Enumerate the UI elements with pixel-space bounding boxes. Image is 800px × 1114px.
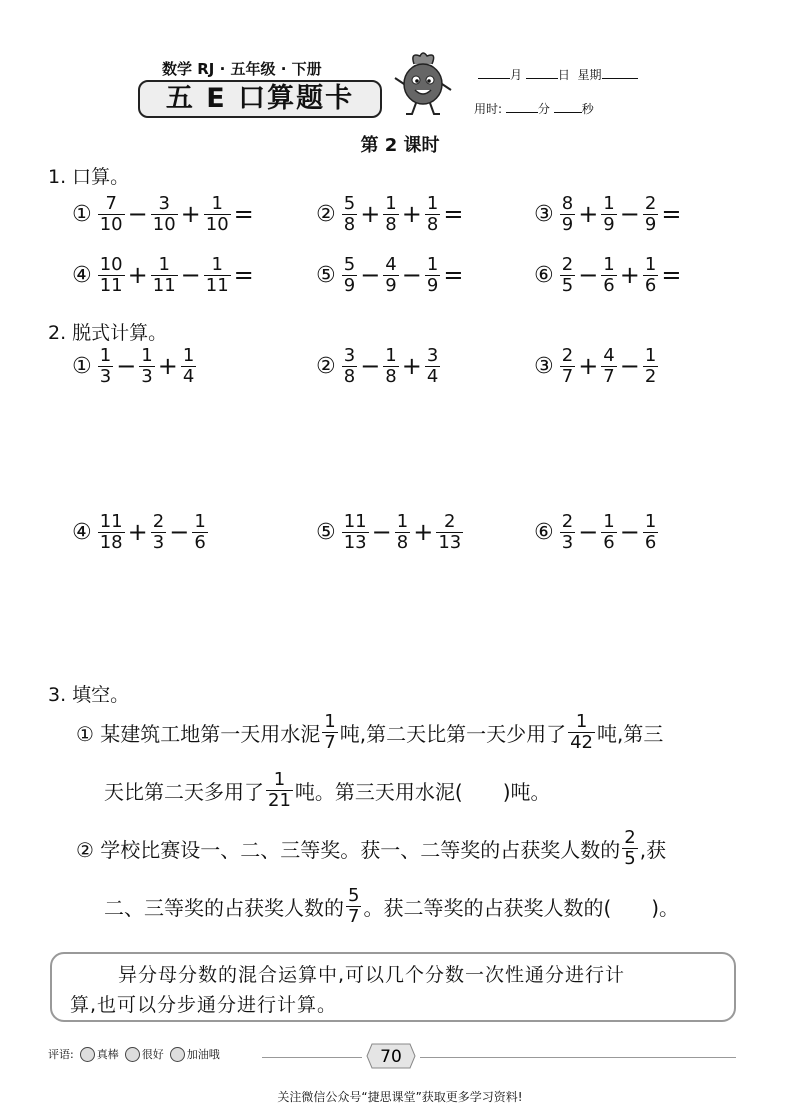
fraction bbox=[383, 255, 398, 296]
fraction bbox=[383, 346, 398, 387]
item-number: ⑤ bbox=[316, 262, 336, 288]
operator: − bbox=[169, 518, 190, 547]
fraction bbox=[322, 712, 337, 753]
fraction bbox=[395, 512, 410, 553]
denominator: 10 bbox=[152, 213, 176, 235]
fraction bbox=[342, 346, 357, 387]
fraction bbox=[192, 512, 207, 553]
s1-item bbox=[316, 194, 464, 235]
denominator: 21 bbox=[268, 789, 291, 811]
numerator: 4 bbox=[385, 254, 397, 275]
numerator: 1 bbox=[273, 769, 286, 790]
fraction bbox=[560, 346, 575, 387]
denominator: 13 bbox=[343, 531, 367, 553]
operator: + bbox=[413, 518, 434, 547]
numerator: 1 bbox=[99, 345, 112, 366]
numerator: 2 bbox=[624, 827, 636, 848]
operator: − bbox=[401, 261, 422, 290]
s2-item bbox=[534, 512, 660, 553]
s1-item bbox=[72, 255, 255, 296]
numerator: 3 bbox=[426, 345, 439, 366]
fraction bbox=[643, 346, 658, 387]
denominator: 3 bbox=[99, 365, 112, 387]
fraction bbox=[98, 255, 125, 296]
operator: − bbox=[578, 261, 599, 290]
tip-line-2: 算,也可以分步通分进行计算。 bbox=[70, 994, 338, 1016]
item-number: ① bbox=[72, 201, 92, 227]
operator: + bbox=[127, 518, 148, 547]
numerator: 5 bbox=[343, 254, 356, 275]
lesson-title: 第 2 课时 bbox=[360, 135, 440, 156]
denominator: 7 bbox=[603, 365, 615, 387]
numerator: 3 bbox=[158, 193, 170, 214]
fraction bbox=[151, 194, 178, 235]
fraction bbox=[425, 194, 440, 235]
denominator: 8 bbox=[343, 213, 356, 235]
numerator: 3 bbox=[343, 345, 356, 366]
subject-label: 数学 RJ · 五年级 · 下册 bbox=[162, 60, 322, 78]
operator: + bbox=[401, 200, 422, 229]
denominator: 11 bbox=[205, 274, 229, 296]
numerator: 2 bbox=[152, 511, 165, 532]
numerator: 5 bbox=[343, 193, 356, 214]
item-number: ④ bbox=[72, 519, 92, 545]
s2-item bbox=[316, 346, 442, 387]
denominator: 7 bbox=[561, 365, 574, 387]
s2-item bbox=[72, 512, 210, 553]
numerator: 7 bbox=[105, 193, 117, 214]
rating-face-icon[interactable] bbox=[80, 1047, 95, 1062]
rating-face-icon[interactable] bbox=[125, 1047, 140, 1062]
denominator: 4 bbox=[182, 365, 195, 387]
fraction bbox=[643, 255, 658, 296]
fraction bbox=[98, 346, 113, 387]
denominator: 3 bbox=[141, 365, 153, 387]
numerator: 1 bbox=[182, 345, 195, 366]
fraction bbox=[622, 828, 637, 869]
operator: − bbox=[578, 518, 599, 547]
text-segment: ,获 bbox=[639, 837, 667, 862]
denominator: 6 bbox=[644, 274, 657, 296]
fill-in-line bbox=[76, 828, 666, 869]
denominator: 6 bbox=[194, 531, 206, 553]
numerator: 2 bbox=[561, 345, 574, 366]
operator: + bbox=[401, 352, 422, 381]
page-badge bbox=[366, 1042, 416, 1070]
denominator: 7 bbox=[348, 905, 360, 927]
fraction bbox=[342, 512, 369, 553]
tip-box bbox=[50, 952, 736, 1022]
denominator: 42 bbox=[570, 731, 594, 753]
numerator: 2 bbox=[561, 511, 574, 532]
operator: = bbox=[443, 200, 464, 229]
item-number: ④ bbox=[72, 262, 92, 288]
text-segment: 二、三等奖的占获奖人数的 bbox=[104, 895, 344, 920]
operator: − bbox=[127, 200, 148, 229]
item-number: ③ bbox=[534, 201, 554, 227]
numerator: 1 bbox=[324, 711, 336, 732]
item-number: ③ bbox=[534, 353, 554, 379]
rating-face-icon[interactable] bbox=[170, 1047, 185, 1062]
denominator: 4 bbox=[426, 365, 439, 387]
denominator: 9 bbox=[385, 274, 397, 296]
text-segment: 吨,第二天比第一天少用了 bbox=[339, 721, 567, 746]
item-number: ② bbox=[316, 201, 336, 227]
denominator: 8 bbox=[385, 213, 397, 235]
fraction bbox=[98, 194, 125, 235]
text-segment: 吨。第三天用水泥( )吨。 bbox=[294, 779, 551, 804]
mascot-icon bbox=[392, 50, 454, 118]
s1-item bbox=[316, 255, 464, 296]
text-segment: 吨,第三 bbox=[597, 721, 664, 746]
numerator: 10 bbox=[99, 254, 123, 275]
section-2-title: 2. 脱式计算。 bbox=[48, 322, 168, 344]
s1-item bbox=[72, 194, 255, 235]
page-title: 五 E 口算题卡 bbox=[138, 80, 382, 118]
denominator: 10 bbox=[99, 213, 123, 235]
denominator: 6 bbox=[603, 531, 615, 553]
fraction bbox=[560, 255, 575, 296]
operator: + bbox=[360, 200, 381, 229]
fraction bbox=[425, 346, 440, 387]
fraction bbox=[643, 194, 658, 235]
denominator: 8 bbox=[343, 365, 356, 387]
denominator: 11 bbox=[152, 274, 176, 296]
operator: + bbox=[578, 352, 599, 381]
time-line: 用时: 分 秒 bbox=[474, 102, 594, 116]
operator: + bbox=[127, 261, 148, 290]
fraction bbox=[139, 346, 154, 387]
fraction bbox=[601, 194, 616, 235]
text-segment: 天比第二天多用了 bbox=[104, 779, 264, 804]
operator: − bbox=[371, 518, 392, 547]
fill-in-line bbox=[76, 712, 663, 753]
operator: − bbox=[360, 261, 381, 290]
denominator: 6 bbox=[603, 274, 615, 296]
numerator: 1 bbox=[603, 511, 615, 532]
fraction bbox=[601, 346, 616, 387]
text-segment: ① 某建筑工地第一天用水泥 bbox=[76, 721, 321, 746]
numerator: 1 bbox=[426, 254, 439, 275]
numerator: 2 bbox=[444, 511, 456, 532]
operator: = bbox=[661, 261, 682, 290]
divider bbox=[262, 1057, 362, 1058]
denominator: 13 bbox=[438, 531, 462, 553]
operator: = bbox=[233, 200, 254, 229]
operator: + bbox=[619, 261, 640, 290]
denominator: 9 bbox=[426, 274, 439, 296]
fraction bbox=[151, 512, 166, 553]
operator: − bbox=[116, 352, 137, 381]
text-segment: ② 学校比赛设一、二、三等奖。获一、二等奖的占获奖人数的 bbox=[76, 837, 621, 862]
item-number: ⑥ bbox=[534, 262, 554, 288]
operator: + bbox=[180, 200, 201, 229]
fraction bbox=[181, 346, 196, 387]
fraction bbox=[436, 512, 463, 553]
numerator: 1 bbox=[575, 711, 588, 732]
operator: + bbox=[578, 200, 599, 229]
denominator: 8 bbox=[426, 213, 439, 235]
fraction bbox=[601, 255, 616, 296]
numerator: 1 bbox=[603, 193, 615, 214]
denominator: 8 bbox=[396, 531, 409, 553]
numerator: 2 bbox=[644, 193, 657, 214]
s2-item bbox=[72, 346, 198, 387]
operator: − bbox=[619, 200, 640, 229]
operator: = bbox=[233, 261, 254, 290]
numerator: 1 bbox=[385, 193, 397, 214]
numerator: 1 bbox=[396, 511, 409, 532]
s1-item bbox=[534, 255, 682, 296]
numerator: 11 bbox=[99, 511, 123, 532]
denominator: 18 bbox=[99, 531, 123, 553]
denominator: 9 bbox=[603, 213, 615, 235]
rating-label: 评语: bbox=[48, 1048, 74, 1061]
numerator: 1 bbox=[385, 345, 397, 366]
denominator: 9 bbox=[343, 274, 356, 296]
rating-bar: 评语: 真棒 很好 加油哦 bbox=[48, 1048, 220, 1061]
fraction bbox=[204, 194, 231, 235]
s2-item bbox=[534, 346, 660, 387]
fraction bbox=[346, 886, 361, 927]
fraction bbox=[342, 194, 357, 235]
tip-line-1: 异分母分数的混合运算中,可以几个分数一次性通分进行计 bbox=[118, 964, 626, 986]
section-3-title: 3. 填空。 bbox=[48, 684, 130, 706]
denominator: 9 bbox=[561, 213, 574, 235]
operator: = bbox=[443, 261, 464, 290]
fill-in-line bbox=[104, 886, 679, 927]
numerator: 11 bbox=[343, 511, 367, 532]
numerator: 1 bbox=[211, 254, 223, 275]
operator: − bbox=[360, 352, 381, 381]
numerator: 1 bbox=[141, 345, 153, 366]
fraction bbox=[151, 255, 178, 296]
denominator: 3 bbox=[152, 531, 165, 553]
item-number: ① bbox=[72, 353, 92, 379]
denominator: 10 bbox=[205, 213, 229, 235]
operator: − bbox=[619, 352, 640, 381]
fraction bbox=[643, 512, 658, 553]
fraction bbox=[560, 194, 575, 235]
denominator: 5 bbox=[624, 847, 636, 869]
page-number: 70 bbox=[380, 1047, 402, 1067]
numerator: 1 bbox=[603, 254, 615, 275]
operator: − bbox=[619, 518, 640, 547]
fraction bbox=[568, 712, 595, 753]
denominator: 11 bbox=[99, 274, 123, 296]
numerator: 1 bbox=[426, 193, 439, 214]
operator: = bbox=[661, 200, 682, 229]
divider bbox=[420, 1057, 736, 1058]
fraction bbox=[383, 194, 398, 235]
fraction bbox=[601, 512, 616, 553]
denominator: 8 bbox=[385, 365, 397, 387]
section-1-title: 1. 口算。 bbox=[48, 166, 130, 188]
operator: − bbox=[180, 261, 201, 290]
operator: + bbox=[157, 352, 178, 381]
denominator: 7 bbox=[324, 731, 336, 753]
numerator: 8 bbox=[561, 193, 574, 214]
numerator: 1 bbox=[158, 254, 170, 275]
bottom-note: 关注微信公众号“捷思课堂”获取更多学习资料! bbox=[277, 1090, 523, 1104]
s1-item bbox=[534, 194, 682, 235]
item-number: ② bbox=[316, 353, 336, 379]
numerator: 1 bbox=[194, 511, 206, 532]
denominator: 6 bbox=[644, 531, 657, 553]
fraction bbox=[342, 255, 357, 296]
fraction bbox=[98, 512, 125, 553]
item-number: ⑤ bbox=[316, 519, 336, 545]
numerator: 1 bbox=[211, 193, 223, 214]
numerator: 1 bbox=[644, 254, 657, 275]
s2-item bbox=[316, 512, 465, 553]
item-number: ⑥ bbox=[534, 519, 554, 545]
numerator: 5 bbox=[348, 885, 360, 906]
fraction bbox=[204, 255, 231, 296]
fill-in-line bbox=[104, 770, 551, 811]
denominator: 9 bbox=[644, 213, 657, 235]
numerator: 2 bbox=[561, 254, 574, 275]
text-segment: 。获二等奖的占获奖人数的( )。 bbox=[363, 895, 680, 920]
fraction bbox=[266, 770, 293, 811]
denominator: 5 bbox=[561, 274, 574, 296]
numerator: 1 bbox=[644, 345, 657, 366]
fraction bbox=[425, 255, 440, 296]
denominator: 2 bbox=[644, 365, 657, 387]
numerator: 4 bbox=[603, 345, 615, 366]
date-line: 月 日 星期 bbox=[478, 66, 638, 83]
numerator: 1 bbox=[644, 511, 657, 532]
denominator: 3 bbox=[561, 531, 574, 553]
fraction bbox=[560, 512, 575, 553]
